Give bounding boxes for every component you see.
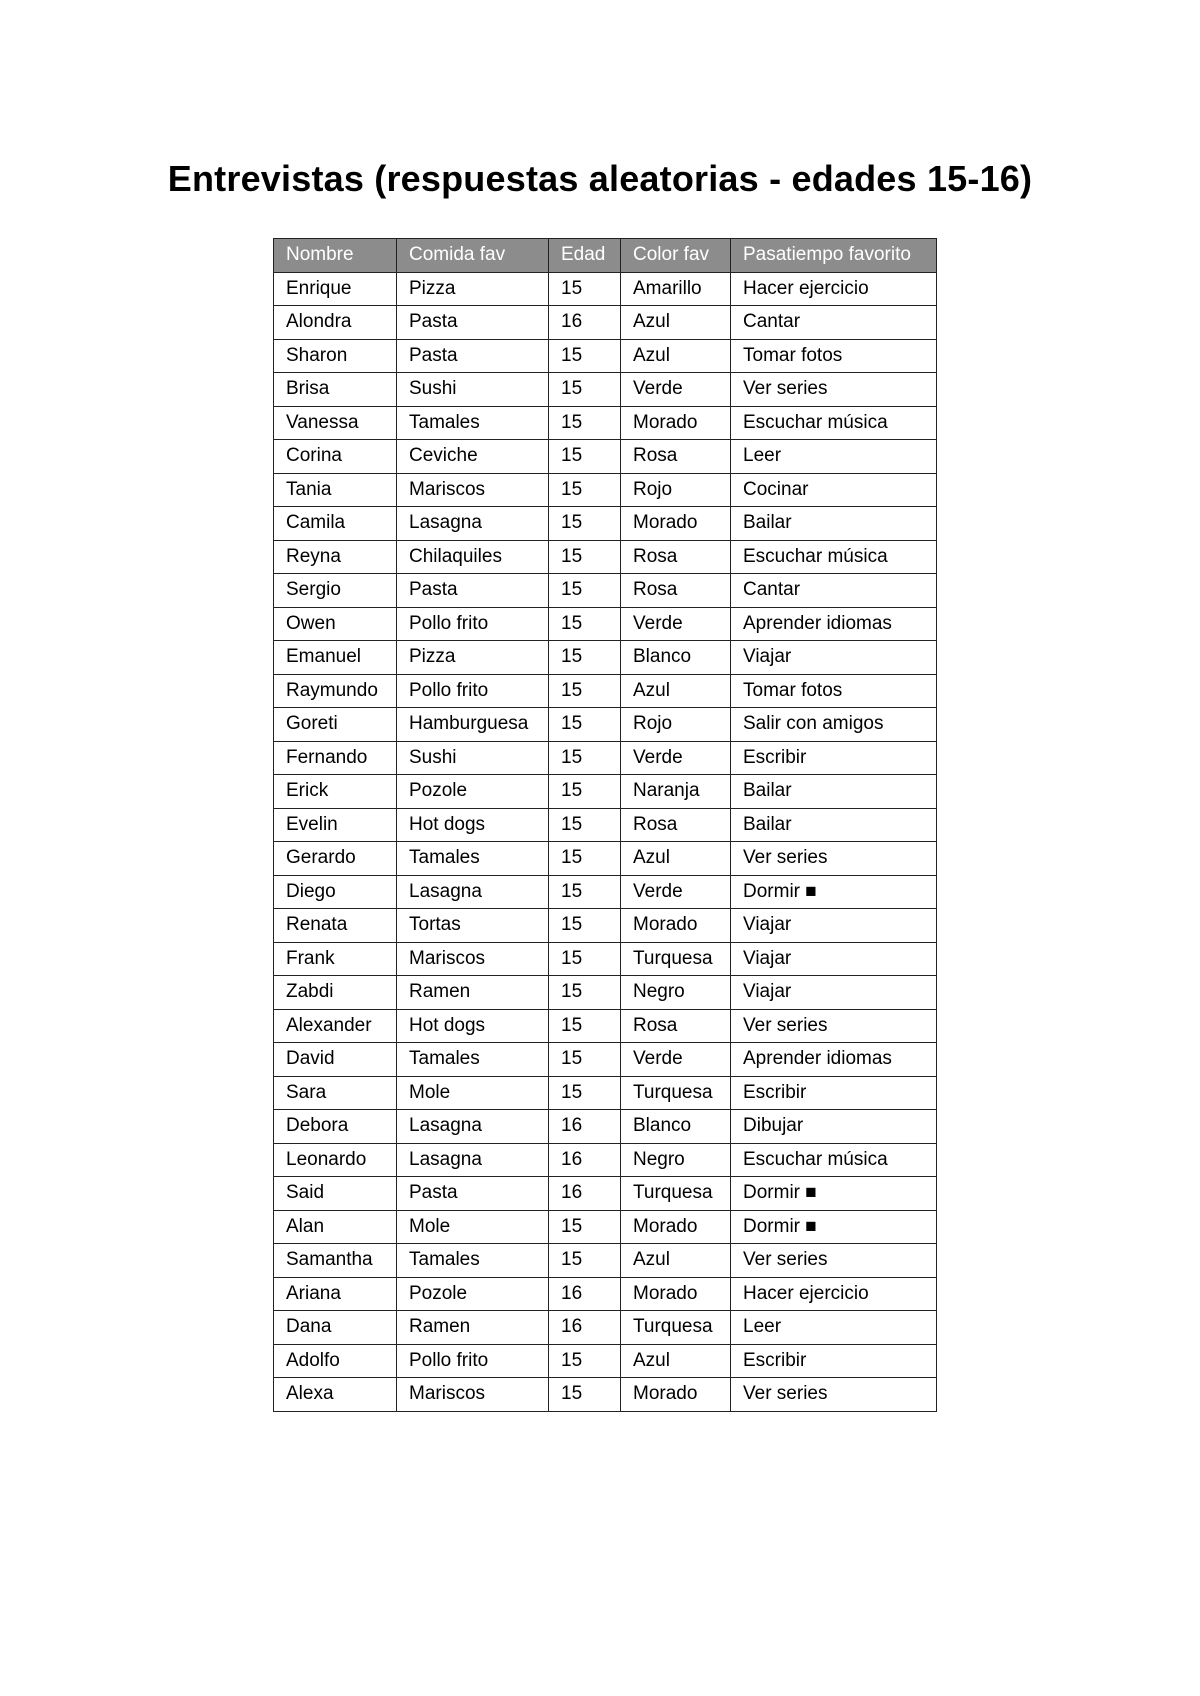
table-row	[274, 976, 937, 1010]
cell-color-fav: Morado	[621, 1378, 731, 1412]
cell-nombre: Ariana	[274, 1277, 397, 1311]
cell-pasatiempo: Salir con amigos	[731, 708, 937, 742]
cell-nombre: Erick	[274, 775, 397, 809]
table-row	[274, 674, 937, 708]
table-row	[274, 741, 937, 775]
cell-color-fav: Blanco	[621, 1110, 731, 1144]
table-row	[274, 1076, 937, 1110]
table-row	[274, 1043, 937, 1077]
cell-comida-fav: Pizza	[397, 641, 549, 675]
cell-color-fav: Rosa	[621, 1009, 731, 1043]
cell-nombre: Owen	[274, 607, 397, 641]
cell-comida-fav: Lasagna	[397, 1110, 549, 1144]
cell-nombre: Emanuel	[274, 641, 397, 675]
cell-color-fav: Turquesa	[621, 1076, 731, 1110]
cell-edad: 16	[549, 1143, 621, 1177]
cell-comida-fav: Mole	[397, 1210, 549, 1244]
cell-pasatiempo: Escuchar música	[731, 406, 937, 440]
page-title: Entrevistas (respuestas aleatorias - edades 15-16)	[167, 158, 1033, 199]
cell-pasatiempo: Hacer ejercicio	[731, 272, 937, 306]
cell-color-fav: Morado	[621, 406, 731, 440]
cell-edad: 16	[549, 1110, 621, 1144]
cell-nombre: Leonardo	[274, 1143, 397, 1177]
cell-pasatiempo: Aprender idiomas	[731, 607, 937, 641]
cell-color-fav: Verde	[621, 607, 731, 641]
cell-comida-fav: Ramen	[397, 1311, 549, 1345]
cell-pasatiempo: Dormir ■	[731, 1177, 937, 1211]
cell-comida-fav: Pizza	[397, 272, 549, 306]
column-header-color-fav: Color fav	[621, 239, 731, 273]
column-header-nombre: Nombre	[274, 239, 397, 273]
column-header-pasatiempo: Pasatiempo favorito	[731, 239, 937, 273]
cell-edad: 15	[549, 1244, 621, 1278]
cell-color-fav: Turquesa	[621, 942, 731, 976]
cell-nombre: Said	[274, 1177, 397, 1211]
cell-comida-fav: Pozole	[397, 1277, 549, 1311]
table-row	[274, 339, 937, 373]
table-row	[274, 1110, 937, 1144]
cell-comida-fav: Lasagna	[397, 507, 549, 541]
cell-nombre: Samantha	[274, 1244, 397, 1278]
table-row	[274, 574, 937, 608]
table-row	[274, 406, 937, 440]
table-row	[274, 1177, 937, 1211]
cell-color-fav: Negro	[621, 1143, 731, 1177]
cell-edad: 15	[549, 1009, 621, 1043]
cell-comida-fav: Pollo frito	[397, 1344, 549, 1378]
cell-pasatiempo: Hacer ejercicio	[731, 1277, 937, 1311]
cell-color-fav: Azul	[621, 842, 731, 876]
cell-comida-fav: Ramen	[397, 976, 549, 1010]
cell-comida-fav: Tamales	[397, 1043, 549, 1077]
cell-pasatiempo: Ver series	[731, 842, 937, 876]
cell-pasatiempo: Ver series	[731, 1378, 937, 1412]
cell-color-fav: Azul	[621, 306, 731, 340]
table-row	[274, 607, 937, 641]
cell-color-fav: Turquesa	[621, 1311, 731, 1345]
cell-edad: 15	[549, 507, 621, 541]
cell-color-fav: Verde	[621, 875, 731, 909]
cell-nombre: Debora	[274, 1110, 397, 1144]
table-row	[274, 942, 937, 976]
cell-color-fav: Morado	[621, 507, 731, 541]
cell-edad: 15	[549, 1210, 621, 1244]
cell-color-fav: Rojo	[621, 708, 731, 742]
cell-color-fav: Azul	[621, 674, 731, 708]
cell-pasatiempo: Aprender idiomas	[731, 1043, 937, 1077]
cell-nombre: Enrique	[274, 272, 397, 306]
table-row	[274, 808, 937, 842]
table-row	[274, 507, 937, 541]
cell-color-fav: Blanco	[621, 641, 731, 675]
cell-color-fav: Azul	[621, 339, 731, 373]
cell-pasatiempo: Ver series	[731, 373, 937, 407]
cell-pasatiempo: Cocinar	[731, 473, 937, 507]
cell-comida-fav: Mariscos	[397, 1378, 549, 1412]
cell-comida-fav: Chilaquiles	[397, 540, 549, 574]
table-row	[274, 1009, 937, 1043]
table-row	[274, 875, 937, 909]
cell-color-fav: Verde	[621, 1043, 731, 1077]
cell-nombre: David	[274, 1043, 397, 1077]
cell-pasatiempo: Cantar	[731, 574, 937, 608]
table-row	[274, 1244, 937, 1278]
cell-nombre: Camila	[274, 507, 397, 541]
cell-comida-fav: Ceviche	[397, 440, 549, 474]
cell-edad: 15	[549, 574, 621, 608]
table-row	[274, 1311, 937, 1345]
cell-nombre: Tania	[274, 473, 397, 507]
cell-edad: 15	[549, 641, 621, 675]
cell-pasatiempo: Escribir	[731, 741, 937, 775]
cell-edad: 15	[549, 741, 621, 775]
cell-comida-fav: Tamales	[397, 406, 549, 440]
cell-nombre: Alexa	[274, 1378, 397, 1412]
cell-edad: 15	[549, 942, 621, 976]
cell-comida-fav: Pasta	[397, 306, 549, 340]
cell-edad: 15	[549, 1378, 621, 1412]
table-row	[274, 1210, 937, 1244]
table-row	[274, 775, 937, 809]
cell-edad: 15	[549, 875, 621, 909]
cell-nombre: Renata	[274, 909, 397, 943]
cell-edad: 15	[549, 473, 621, 507]
cell-nombre: Brisa	[274, 373, 397, 407]
cell-edad: 15	[549, 909, 621, 943]
cell-nombre: Sharon	[274, 339, 397, 373]
cell-nombre: Zabdi	[274, 976, 397, 1010]
cell-color-fav: Verde	[621, 741, 731, 775]
cell-color-fav: Naranja	[621, 775, 731, 809]
cell-color-fav: Verde	[621, 373, 731, 407]
cell-color-fav: Rojo	[621, 473, 731, 507]
table-row	[274, 909, 937, 943]
cell-edad: 15	[549, 406, 621, 440]
table-row	[274, 540, 937, 574]
cell-edad: 15	[549, 607, 621, 641]
cell-color-fav: Azul	[621, 1344, 731, 1378]
table-row	[274, 1277, 937, 1311]
cell-pasatiempo: Ver series	[731, 1009, 937, 1043]
cell-edad: 15	[549, 976, 621, 1010]
cell-color-fav: Turquesa	[621, 1177, 731, 1211]
table-row	[274, 641, 937, 675]
cell-pasatiempo: Escribir	[731, 1344, 937, 1378]
cell-pasatiempo: Viajar	[731, 942, 937, 976]
cell-color-fav: Azul	[621, 1244, 731, 1278]
cell-comida-fav: Mariscos	[397, 942, 549, 976]
table-row	[274, 708, 937, 742]
cell-edad: 15	[549, 440, 621, 474]
cell-comida-fav: Sushi	[397, 373, 549, 407]
cell-nombre: Corina	[274, 440, 397, 474]
cell-pasatiempo: Bailar	[731, 507, 937, 541]
cell-edad: 15	[549, 339, 621, 373]
cell-color-fav: Rosa	[621, 574, 731, 608]
cell-comida-fav: Mole	[397, 1076, 549, 1110]
cell-comida-fav: Tamales	[397, 842, 549, 876]
cell-color-fav: Rosa	[621, 440, 731, 474]
cell-color-fav: Rosa	[621, 540, 731, 574]
cell-pasatiempo: Bailar	[731, 808, 937, 842]
cell-pasatiempo: Escribir	[731, 1076, 937, 1110]
cell-comida-fav: Tamales	[397, 1244, 549, 1278]
cell-nombre: Alan	[274, 1210, 397, 1244]
column-header-comida-fav: Comida fav	[397, 239, 549, 273]
table-row	[274, 1143, 937, 1177]
cell-comida-fav: Pollo frito	[397, 674, 549, 708]
cell-nombre: Fernando	[274, 741, 397, 775]
cell-comida-fav: Hot dogs	[397, 808, 549, 842]
cell-nombre: Alondra	[274, 306, 397, 340]
cell-pasatiempo: Ver series	[731, 1244, 937, 1278]
cell-color-fav: Morado	[621, 909, 731, 943]
table-row	[274, 473, 937, 507]
table-row	[274, 842, 937, 876]
cell-comida-fav: Hamburguesa	[397, 708, 549, 742]
cell-pasatiempo: Dibujar	[731, 1110, 937, 1144]
cell-color-fav: Morado	[621, 1277, 731, 1311]
cell-color-fav: Morado	[621, 1210, 731, 1244]
cell-nombre: Sergio	[274, 574, 397, 608]
cell-pasatiempo: Escuchar música	[731, 540, 937, 574]
cell-comida-fav: Lasagna	[397, 875, 549, 909]
cell-nombre: Sara	[274, 1076, 397, 1110]
cell-comida-fav: Lasagna	[397, 1143, 549, 1177]
cell-pasatiempo: Leer	[731, 440, 937, 474]
cell-comida-fav: Tortas	[397, 909, 549, 943]
cell-edad: 16	[549, 1277, 621, 1311]
cell-edad: 15	[549, 272, 621, 306]
cell-edad: 15	[549, 674, 621, 708]
cell-edad: 15	[549, 540, 621, 574]
cell-pasatiempo: Cantar	[731, 306, 937, 340]
table-row	[274, 306, 937, 340]
cell-pasatiempo: Viajar	[731, 641, 937, 675]
cell-comida-fav: Pozole	[397, 775, 549, 809]
table-row	[274, 373, 937, 407]
cell-nombre: Gerardo	[274, 842, 397, 876]
cell-pasatiempo: Tomar fotos	[731, 339, 937, 373]
table-row	[274, 1344, 937, 1378]
cell-nombre: Frank	[274, 942, 397, 976]
survey-table	[273, 238, 937, 1412]
cell-pasatiempo: Tomar fotos	[731, 674, 937, 708]
table-row	[274, 440, 937, 474]
cell-nombre: Diego	[274, 875, 397, 909]
cell-pasatiempo: Viajar	[731, 909, 937, 943]
cell-nombre: Evelin	[274, 808, 397, 842]
cell-edad: 15	[549, 842, 621, 876]
cell-edad: 15	[549, 1076, 621, 1110]
cell-pasatiempo: Bailar	[731, 775, 937, 809]
column-header-edad: Edad	[549, 239, 621, 273]
cell-edad: 15	[549, 1344, 621, 1378]
cell-color-fav: Rosa	[621, 808, 731, 842]
cell-comida-fav: Pasta	[397, 1177, 549, 1211]
cell-nombre: Vanessa	[274, 406, 397, 440]
table-row	[274, 1378, 937, 1412]
cell-edad: 15	[549, 708, 621, 742]
cell-pasatiempo: Dormir ■	[731, 1210, 937, 1244]
cell-comida-fav: Sushi	[397, 741, 549, 775]
cell-nombre: Raymundo	[274, 674, 397, 708]
table-row	[274, 272, 937, 306]
cell-edad: 16	[549, 306, 621, 340]
cell-color-fav: Negro	[621, 976, 731, 1010]
table-header-row	[274, 239, 937, 273]
cell-comida-fav: Pasta	[397, 574, 549, 608]
cell-edad: 15	[549, 1043, 621, 1077]
cell-pasatiempo: Escuchar música	[731, 1143, 937, 1177]
cell-comida-fav: Pollo frito	[397, 607, 549, 641]
cell-pasatiempo: Viajar	[731, 976, 937, 1010]
cell-edad: 16	[549, 1311, 621, 1345]
cell-edad: 15	[549, 808, 621, 842]
cell-comida-fav: Mariscos	[397, 473, 549, 507]
cell-color-fav: Amarillo	[621, 272, 731, 306]
cell-comida-fav: Hot dogs	[397, 1009, 549, 1043]
cell-nombre: Reyna	[274, 540, 397, 574]
cell-nombre: Goreti	[274, 708, 397, 742]
cell-pasatiempo: Dormir ■	[731, 875, 937, 909]
cell-pasatiempo: Leer	[731, 1311, 937, 1345]
cell-nombre: Alexander	[274, 1009, 397, 1043]
cell-edad: 15	[549, 775, 621, 809]
cell-comida-fav: Pasta	[397, 339, 549, 373]
cell-nombre: Dana	[274, 1311, 397, 1345]
cell-edad: 15	[549, 373, 621, 407]
table-body	[274, 272, 937, 1411]
cell-edad: 16	[549, 1177, 621, 1211]
cell-nombre: Adolfo	[274, 1344, 397, 1378]
